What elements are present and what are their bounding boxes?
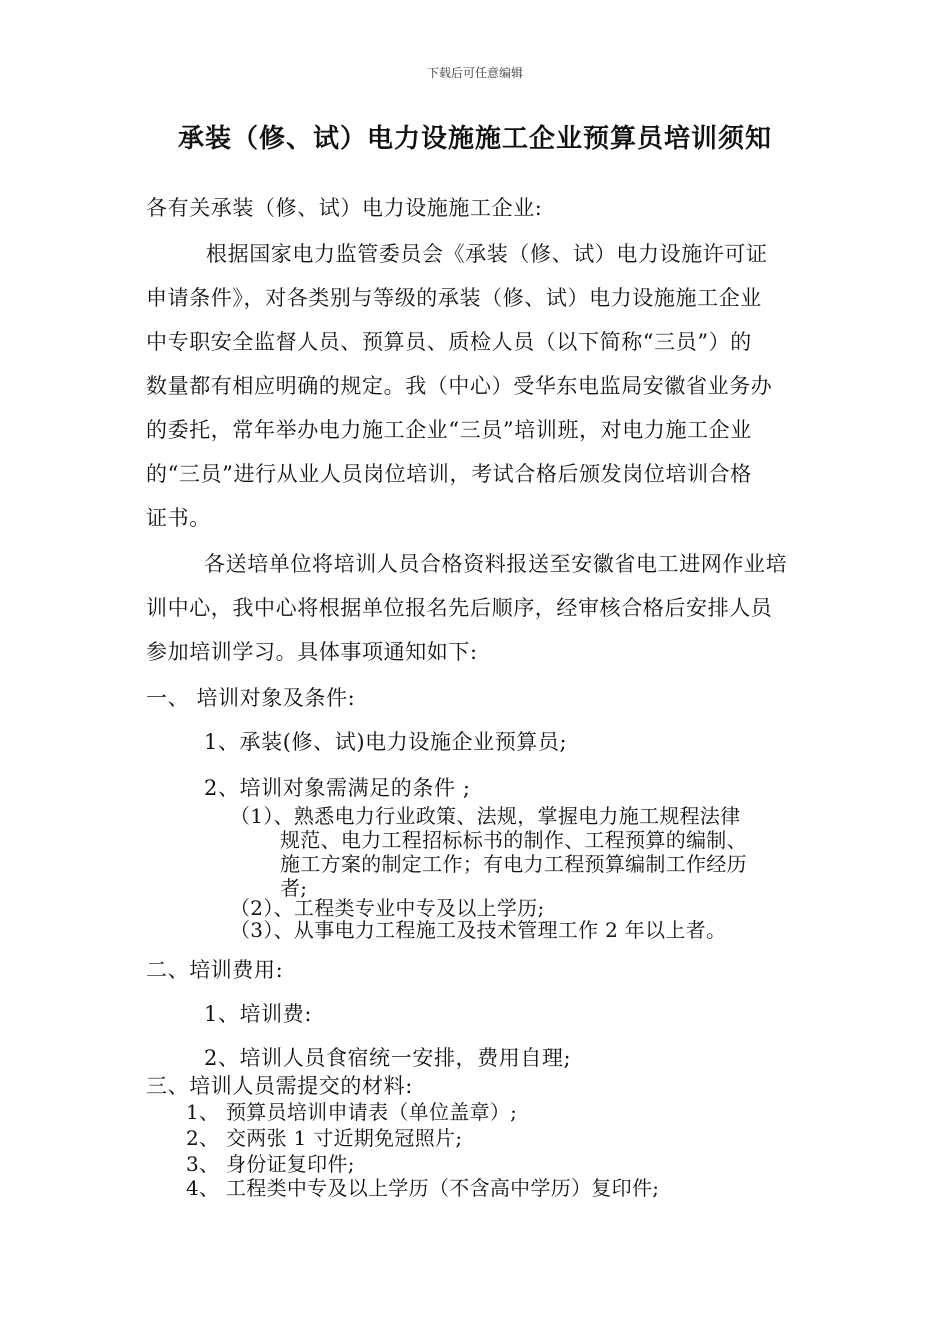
section1-item: 2、培训对象需满足的条件 ; (204, 776, 471, 800)
section1-subitem: （2）、工程类专业中专及以上学历; (230, 896, 545, 920)
section3-item: 1、 预算员培训申请表（单位盖章）; (186, 1100, 518, 1124)
document-title: 承装（修、试）电力设施施工企业预算员培训须知 (177, 124, 772, 154)
para2-line: 参加培训学习。具体事项通知如下: (146, 640, 478, 664)
section2-item: 1、培训费: (204, 1002, 313, 1026)
para1-line: 申请条件》，对各类别与等级的承装（修、试）电力设施施工企业 (146, 286, 762, 310)
section1-subitem: 施工方案的制定工作；有电力工程预算编制工作经历 (280, 852, 747, 876)
section1-subitem: 规范、电力工程招标标书的制作、工程预算的编制、 (280, 828, 747, 852)
section1-subitem: （1）、熟悉电力行业政策、法规，掌握电力施工规程法律 (230, 804, 741, 828)
section1-heading: 一、 培训对象及条件: (146, 686, 356, 710)
section3-item: 2、 交两张 1 寸近期免冠照片; (186, 1126, 463, 1150)
para1-line: 的“三员”进行从业人员岗位培训，考试合格后颁发岗位培训合格 (146, 462, 752, 486)
salutation: 各有关承装（修、试）电力设施施工企业: (146, 196, 543, 220)
section1-item: 1、承装(修、试)电力设施企业预算员; (204, 730, 568, 754)
section2-heading: 二、培训费用: (146, 958, 284, 982)
section3-item: 3、 身份证复印件; (186, 1152, 355, 1176)
para1-line: 数量都有相应明确的规定。我（中心）受华东电监局安徽省业务办 (146, 374, 773, 398)
para1-line: 证书。 (146, 506, 211, 530)
para2-line: 训中心，我中心将根据单位报名先后顺序，经审核合格后安排人员 (146, 596, 773, 620)
para1-line: 中专职安全监督人员、预算员、质检人员（以下简称“三员”）的 (146, 330, 752, 354)
para2-line: 各送培单位将培训人员合格资料报送至安徽省电工进网作业培 (204, 552, 788, 576)
section3-heading: 三、培训人员需提交的材料: (146, 1074, 413, 1098)
section1-subitem: 者; (280, 876, 308, 900)
header-note: 下载后可任意编辑 (426, 66, 523, 80)
section3-item: 4、 工程类中专及以上学历（不含高中学历）复印件; (186, 1176, 660, 1200)
section1-subitem: （3）、从事电力工程施工及技术管理工作 2 年以上者。 (230, 918, 727, 942)
section2-item: 2、培训人员食宿统一安排，费用自理; (204, 1046, 572, 1070)
para1-line: 根据国家电力监管委员会《承装（修、试）电力设施许可证 (206, 242, 768, 266)
para1-line: 的委托，常年举办电力施工企业“三员”培训班，对电力施工企业 (146, 418, 752, 442)
